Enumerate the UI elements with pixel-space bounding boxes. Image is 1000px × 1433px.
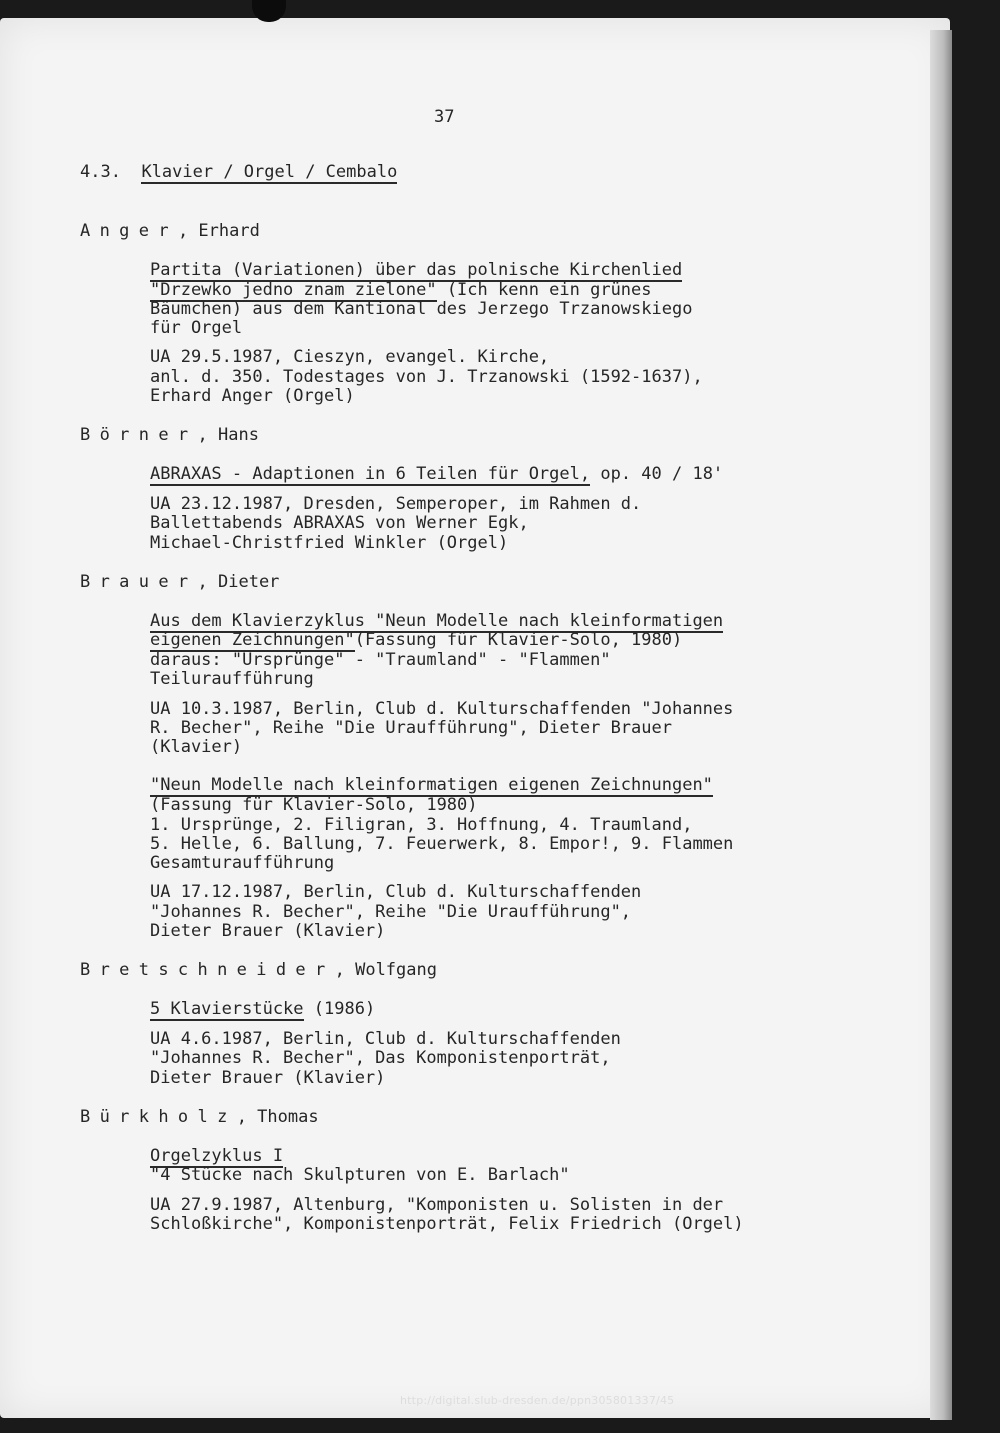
- section-heading: [80, 162, 397, 182]
- premiere-info: UA 17.12.1987, Berlin, Club d. Kulturschaffenden: [150, 882, 642, 902]
- composer-surname: Brauer: [80, 572, 198, 592]
- work-title: eigenen Zeichnungen"(Fassung für Klavier-Solo, 1980): [150, 630, 683, 650]
- work-title: (Fassung für Klavier-Solo, 1980): [150, 795, 478, 815]
- composer-firstname: Hans: [218, 425, 259, 445]
- work-note: Teiluraufführung: [150, 669, 314, 689]
- premiere-info: Erhard Anger (Orgel): [150, 386, 355, 406]
- composer-surname: Anger: [80, 221, 178, 241]
- composer-name: Bretschneider, Wolfgang: [80, 960, 437, 980]
- work-note: Gesamturaufführung: [150, 853, 335, 873]
- composer-name: Bürkholz, Thomas: [80, 1107, 319, 1127]
- source-url: http://digital.slub-dresden.de/ppn305801337/45: [400, 1394, 675, 1407]
- premiere-info: UA 4.6.1987, Berlin, Club d. Kulturschaffenden: [150, 1029, 621, 1049]
- work-title: 5 Klavierstücke (1986): [150, 999, 376, 1019]
- premiere-info: UA 23.12.1987, Dresden, Semperoper, im Rahmen d.: [150, 494, 642, 514]
- premiere-info: Michael-Christfried Winkler (Orgel): [150, 533, 509, 553]
- page-stack-edge: [930, 30, 952, 1420]
- composer-firstname: Dieter: [218, 572, 280, 592]
- premiere-info: R. Becher", Reihe "Die Uraufführung", Dieter Brauer: [150, 718, 672, 738]
- composer-firstname: Wolfgang: [355, 960, 437, 980]
- premiere-info: Schloßkirche", Komponistenporträt, Felix Friedrich (Orgel): [150, 1214, 744, 1234]
- premiere-info: Dieter Brauer (Klavier): [150, 1068, 386, 1088]
- work-title: Aus dem Klavierzyklus "Neun Modelle nach kleinformatigen: [150, 611, 724, 631]
- composer-surname: Bürkholz: [80, 1107, 237, 1127]
- composer-firstname: Thomas: [257, 1107, 319, 1127]
- composer-name: Börner, Hans: [80, 425, 259, 445]
- work-title: "Neun Modelle nach kleinformatigen eigenen Zeichnungen": [150, 775, 713, 795]
- work-note: 5. Helle, 6. Ballung, 7. Feuerwerk, 8. Empor!, 9. Flammen: [150, 834, 734, 854]
- work-note: daraus: "Ursprünge" - "Traumland" - "Flammen": [150, 650, 611, 670]
- premiere-info: UA 29.5.1987, Cieszyn, evangel. Kirche,: [150, 347, 550, 367]
- work-title: für Orgel: [150, 318, 243, 338]
- composer-firstname: Erhard: [198, 221, 260, 241]
- composer-name: Anger, Erhard: [80, 221, 260, 241]
- section-title: Klavier / Orgel / Cembalo: [141, 162, 398, 182]
- composer-surname: Börner: [80, 425, 198, 445]
- work-note: 1. Ursprünge, 2. Filigran, 3. Hoffnung, 4. Traumland,: [150, 815, 693, 835]
- premiere-info: (Klavier): [150, 737, 243, 757]
- composer-name: Brauer, Dieter: [80, 572, 280, 592]
- premiere-info: "Johannes R. Becher", Das Komponistenporträt,: [150, 1048, 611, 1068]
- work-title: "4 Stücke nach Skulpturen von E. Barlach": [150, 1165, 570, 1185]
- composer-surname: Bretschneider: [80, 960, 335, 980]
- work-title: "Drzewko jedno znam zielone" (Ich kenn ein grünes: [150, 280, 652, 300]
- premiere-info: Ballettabends ABRAXAS von Werner Egk,: [150, 513, 529, 533]
- work-title: Bäumchen) aus dem Kantional des Jerzego Trzanowskiego: [150, 299, 693, 319]
- premiere-info: UA 10.3.1987, Berlin, Club d. Kulturschaffenden "Johannes: [150, 699, 734, 719]
- work-title: Partita (Variationen) über das polnische Kirchenlied: [150, 260, 683, 280]
- work-title: Orgelzyklus I: [150, 1146, 284, 1166]
- section-number: 4.3.: [80, 162, 121, 182]
- page-number: 37: [434, 107, 455, 127]
- premiere-info: UA 27.9.1987, Altenburg, "Komponisten u. Solisten in der: [150, 1195, 724, 1215]
- premiere-info: Dieter Brauer (Klavier): [150, 921, 386, 941]
- premiere-info: anl. d. 350. Todestages von J. Trzanowski (1592-1637),: [150, 367, 703, 387]
- premiere-info: "Johannes R. Becher", Reihe "Die Uraufführung",: [150, 902, 632, 922]
- work-title: ABRAXAS - Adaptionen in 6 Teilen für Orgel, op. 40 / 18': [150, 464, 724, 484]
